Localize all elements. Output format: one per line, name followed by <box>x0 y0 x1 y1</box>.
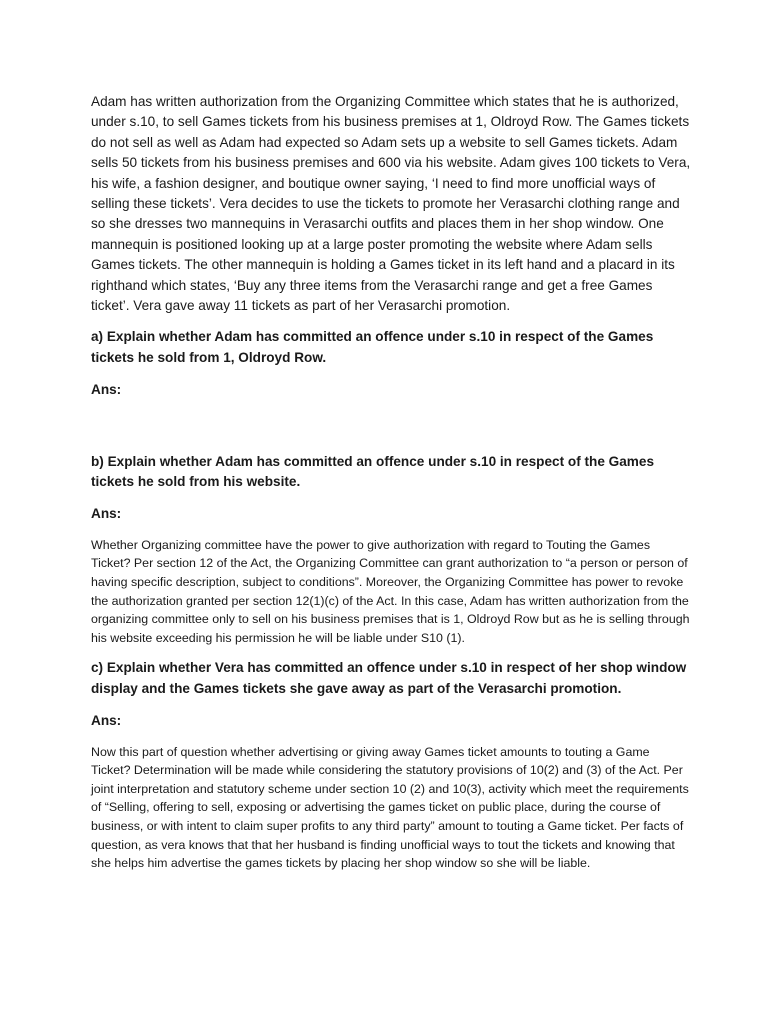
answer-c-text: Now this part of question whether advertising or giving away Games ticket amounts to touting a Game Ticket? Determination will be made while considering the statutory provisions of 10(2) and (3) of the Act. Per joint interpretation and statutory scheme under section 10 (2) and 10(3), activity which meet the requirements of “Selling, offering to sell, exposing or advertising the games ticket on public place, during the course of business, or with intent to claim super profits to any third party” amount to touting a Game ticket. Per facts of question, as vera knows that that her husband is finding unofficial ways to tout the tickets and knowing that she helps him advertise the games tickets by placing her shop window so she will be liable. <box>91 744 689 871</box>
scenario-paragraph: Adam has written authorization from the Organizing Committee which states that he is authorized, under s.10, to sell Games tickets from his business premises at 1, Oldroyd Row. The Games tickets do not sell as well as Adam had expected so Adam sets up a website to sell Games tickets. Adam sells 50 tickets from his business premises and 600 via his website. Adam gives 100 tickets to Vera, his wife, a fashion designer, and boutique owner saying, ‘I need to find more unofficial ways of selling these tickets’. Vera decides to use the tickets to promote her Verasarchi clothing range and so she dresses two mannequins in Verasarchi outfits and places them in her shop window. One mannequin is positioned looking up at a large poster promoting the website where Adam sells Games tickets. The other mannequin is holding a Games ticket in its left hand and a placard in its righthand which states, ‘Buy any three items from the Verasarchi range and get a free Games ticket’. Vera gave away 11 tickets as part of her Verasarchi promotion. <box>91 94 691 314</box>
answer-a-label: Ans: <box>91 381 122 397</box>
answer-b-text: Whether Organizing committee have the power to give authorization with regard to Touting the Games Ticket? Per section 12 of the Act, the Organizing Committee can grant authorization to “a person or person of having specific description, subject to conditions”. Moreover, the Organizing Committee has power to revoke the authorization granted per section 12(1)(c) of the Act. In this case, Adam has written authorization from the organizing committee only to sell on his business premises that is 1, Oldroyd Row but as he is selling through his website exceeding his permission he will be liable under S10 (1). <box>91 537 690 645</box>
answer-c-label: Ans: <box>91 712 122 728</box>
answer-a-blank <box>91 412 691 452</box>
answer-b-label: Ans: <box>91 505 122 521</box>
question-c: c) Explain whether Vera has committed an offence under s.10 in respect of her shop window display and the Games tickets she gave away as part of the Verasarchi promotion. <box>91 660 687 696</box>
question-b: b) Explain whether Adam has committed an offence under s.10 in respect of the Games tickets he sold from his website. <box>91 453 655 490</box>
question-a: a) Explain whether Adam has committed an offence under s.10 in respect of the Games tickets he sold from 1, Oldroyd Row. <box>91 329 654 366</box>
document-page <box>91 92 691 884</box>
